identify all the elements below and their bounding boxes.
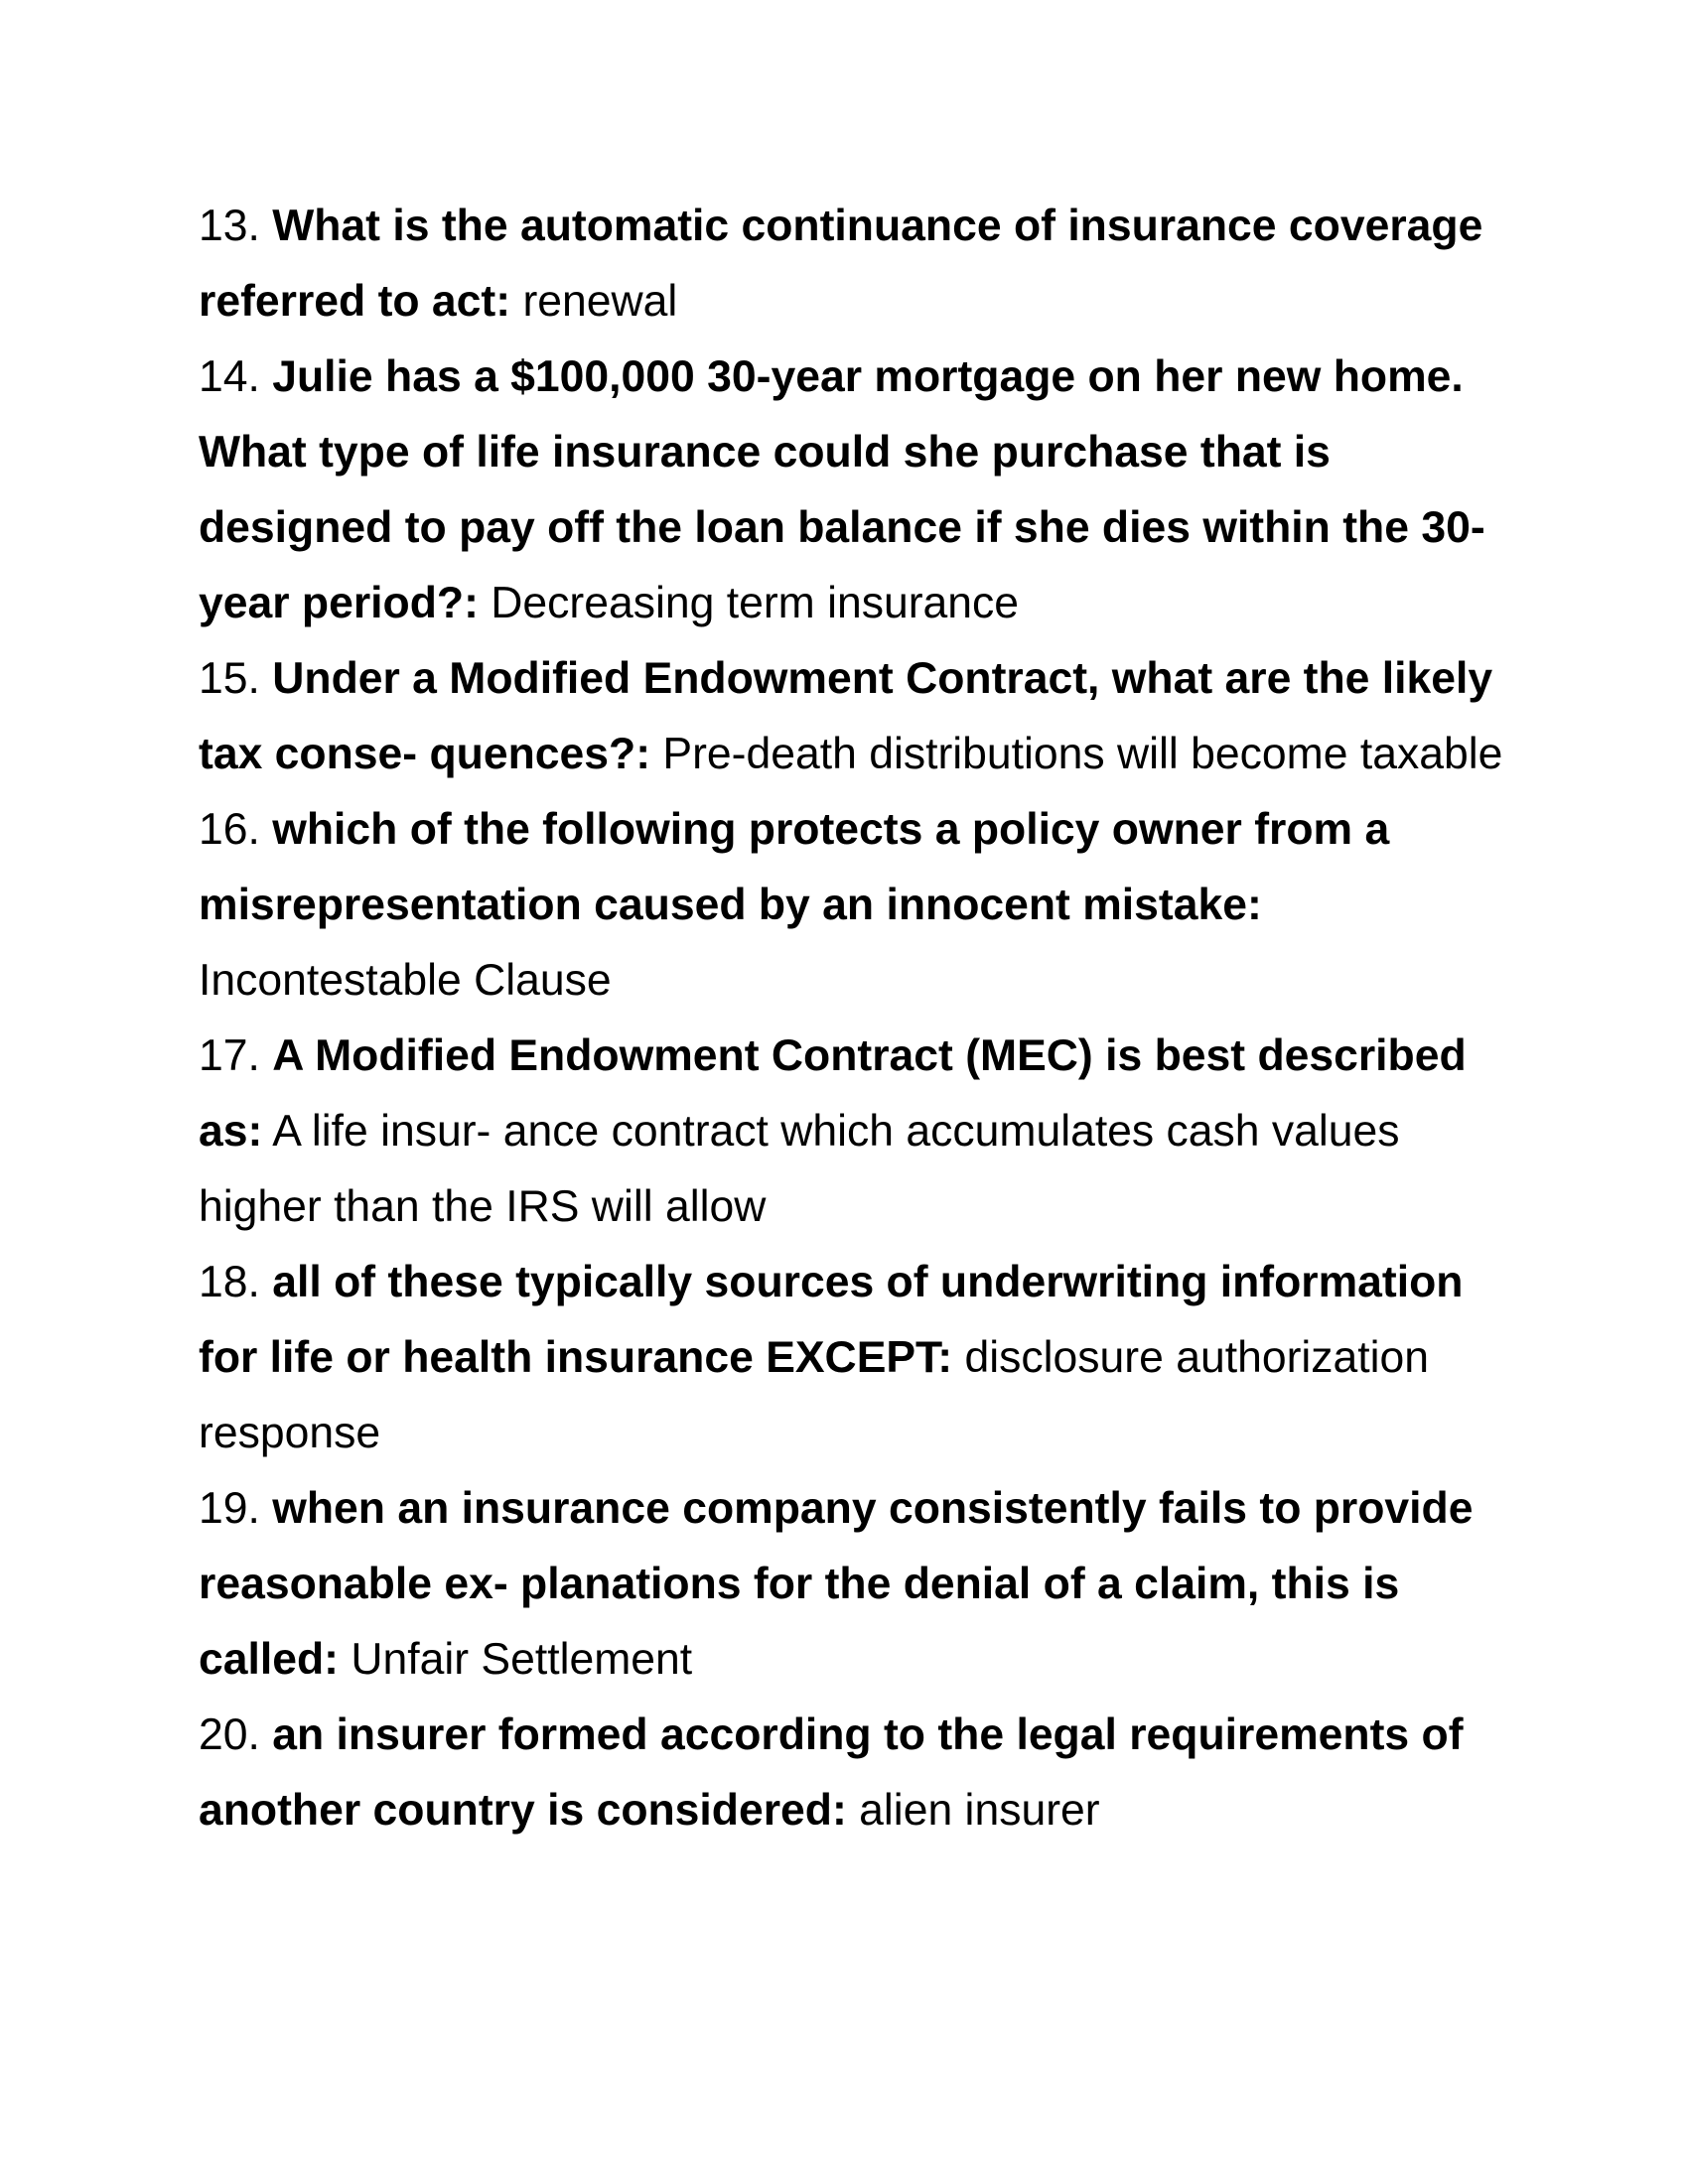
item-number: 16. [199, 805, 260, 854]
question-text: which of the following protects a policy owner from a misrepresentation caused by an innocent mistake: [199, 805, 1390, 929]
answer-text: renewal [522, 277, 678, 326]
item-number: 14. [199, 352, 260, 401]
question-text: A Modified Endowment Contract (MEC) is best described as: [199, 1031, 1467, 1156]
item-number: 20. [199, 1710, 260, 1759]
qa-item-17 [199, 1019, 1519, 1245]
item-number: 15. [199, 654, 260, 703]
question-text: when an insurance company consistently fails to provide reasonable ex- planations for the denial of a claim, this is called: [199, 1484, 1474, 1684]
qa-item-20 [199, 1698, 1519, 1848]
qa-item-18 [199, 1245, 1519, 1471]
item-number: 17. [199, 1031, 260, 1080]
answer-text: alien insurer [859, 1786, 1100, 1835]
question-text: What is the automatic continuance of insurance coverage referred to act: [199, 202, 1483, 326]
question-text: an insurer formed according to the legal requirements of another country is considered: [199, 1710, 1464, 1835]
answer-text: Incontestable Clause [199, 956, 612, 1005]
qa-item-15 [199, 641, 1519, 792]
answer-text: disclosure authorization response [199, 1333, 1430, 1457]
answer-text: Pre-death distributions will become taxable [662, 730, 1503, 778]
item-number: 18. [199, 1258, 260, 1306]
item-number: 13. [199, 202, 260, 250]
document-page [199, 189, 1519, 1848]
answer-text: Unfair Settlement [351, 1635, 693, 1684]
answer-text: A life insur- ance contract which accumulates cash values higher than the IRS will allow [199, 1107, 1400, 1231]
question-text: Julie has a $100,000 30-year mortgage on her new home. What type of life insurance could she purchase that is designed to pay off the loan balance if she dies within the 30-year period?: [199, 352, 1485, 627]
answer-text: Decreasing term insurance [491, 579, 1020, 627]
item-number: 19. [199, 1484, 260, 1533]
qa-item-13 [199, 189, 1519, 340]
question-text: Under a Modified Endowment Contract, what are the likely tax conse- quences?: [199, 654, 1493, 778]
qa-item-14 [199, 340, 1519, 641]
qa-item-16 [199, 792, 1519, 1019]
qa-item-19 [199, 1471, 1519, 1698]
question-text: all of these typically sources of underwriting information for life or health insurance EXCEPT: [199, 1258, 1464, 1382]
